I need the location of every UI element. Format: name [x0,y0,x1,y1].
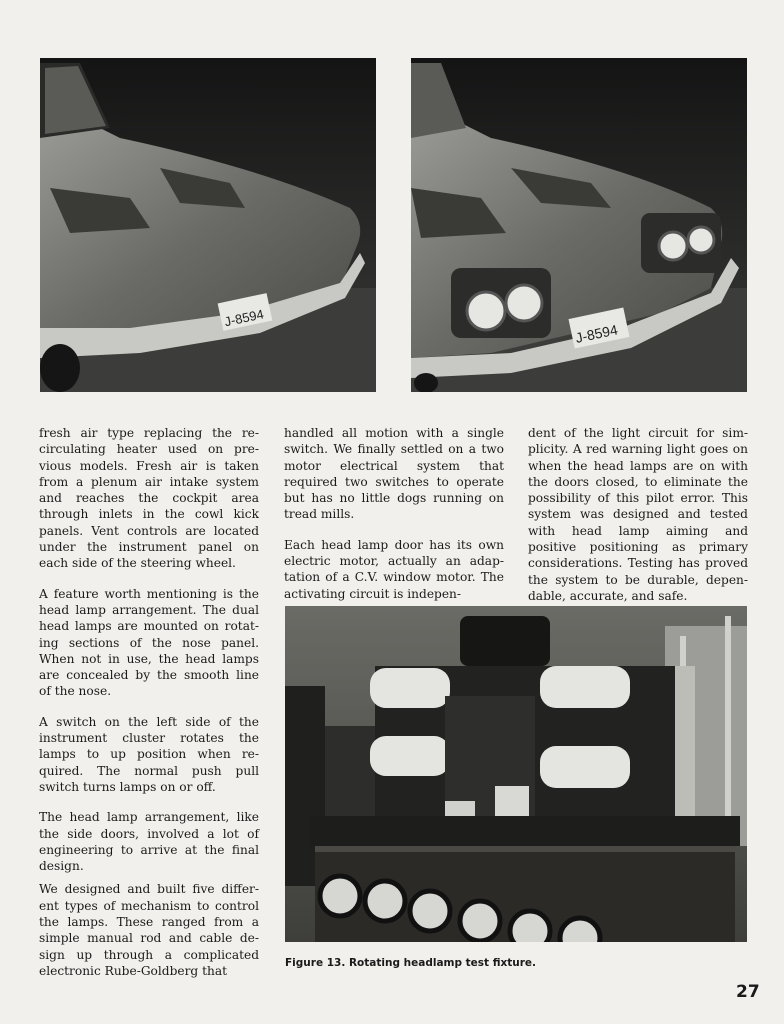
text-column-3 [528,425,748,618]
figure-caption: Figure 13. Rotating headlamp test fixture. [285,957,537,969]
headlamp-test-fixture-photo [285,606,747,942]
text-column-1 [39,425,259,993]
paragraph: A switch on the left side of the instrument cluster rotates the lamps to up position when re-quired. The normal push pull switch turns lamps on or off. [39,714,259,794]
paragraph: dent of the light circuit for sim-plicity. A red warning light goes on when the head lamps are on with the doors closed, to eliminate the possibility of this pilot error. This system was designed and tested with head lamp aiming and positive positioning as primary considerations. Testing has proved the system to be durable, depen-dable, accurate, and safe. [528,426,748,603]
license-plate-text: J-8594 [573,321,620,346]
page-number: 27 [736,982,760,1002]
text-column-2 [284,425,504,616]
car-front-photo-lamps-concealed [40,58,376,392]
license-plate-text: J-8594 [223,306,266,330]
paragraph: fresh air type replacing the re-circulating heater used on pre-vious models. Fresh air is taken from a plenum air intake system and reaches the cockpit area through inlets in the cowl kick panels. Vent controls are located under the instrument panel on each side of the steering wheel. [39,426,259,571]
paragraph: handled all motion with a single switch. We finally settled on a two motor electrical system that required two switches to operate but has no little dogs running on tread mills. [284,426,504,522]
car-front-photo-lamps-raised [411,58,747,392]
paragraph: We designed and built five differ-ent types of mechanism to control the lamps. These ranged from a simple manual rod and cable de-sign up through a complicated electronic Rube-Goldberg that [39,882,259,978]
paragraph: The head lamp arrangement, like the side doors, involved a lot of engineering to arrive at the final design. [39,810,259,874]
paragraph: Each head lamp door has its own electric motor, actually an adap-tation of a C.V. window motor. The activating circuit is indepen- [284,537,504,601]
paragraph: A feature worth mentioning is the head lamp arrangement. The dual head lamps are mounted on rotat-ing sections of the nose panel. When not in use, the head lamps are concealed by the smooth line of the nose. [39,586,259,699]
